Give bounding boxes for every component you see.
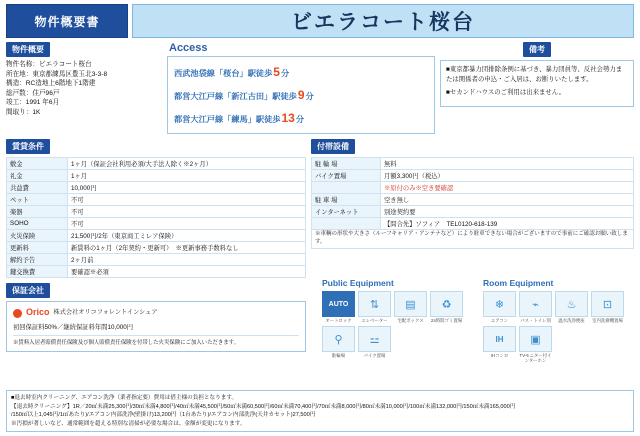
equipment-label: 駐輪場	[331, 353, 346, 359]
equipment-item	[430, 291, 463, 323]
terms-value: 1ヶ月	[68, 170, 306, 182]
terms-value: 2ヶ月前	[68, 254, 306, 266]
equipment-item	[519, 291, 552, 323]
table-row	[7, 242, 306, 254]
divider	[13, 335, 299, 336]
trash-room-icon: ♻	[430, 291, 463, 317]
equipment-label: エアコン	[490, 318, 509, 323]
overview-section-label: 物件概要	[6, 42, 50, 57]
overview-item: 所在地：東京都練馬区豊玉北3‐3‐8	[6, 70, 108, 78]
equipment-columns	[322, 278, 634, 363]
table-row	[7, 170, 306, 182]
equipment-item	[591, 291, 624, 323]
air-conditioner-icon: ❄	[483, 291, 516, 317]
bicycle-parking-icon: ⚲	[322, 326, 355, 352]
terms-value: 10,000円	[68, 182, 306, 194]
indoor-laundry-icon: ⊡	[591, 291, 624, 317]
facilities-section	[311, 139, 634, 278]
bottom-note-line: 【退去時クリーニング】1R／20㎡未満25,300円/30㎡未満4,800円/40㎡未満45,500円/50㎡未満60,500円/60㎡未満70,400円/70㎡未満8,000円/80㎡未満10,000円/100㎡未満132,000円/150㎡未満165,000円	[11, 403, 516, 410]
equipment-item	[358, 291, 391, 323]
table-row	[7, 206, 306, 218]
access-line-text: 西武池袋線「桜台」駅徒歩	[174, 69, 273, 78]
access-line-text: 都営大江戸線「練馬」駅徒歩	[174, 114, 281, 124]
facility-key: インターネット	[312, 206, 381, 218]
overview-item: 総戸数：住戸96戸	[6, 89, 60, 97]
equipment-label: 宅配ボックス	[397, 318, 424, 323]
terms-section	[6, 139, 306, 278]
terms-key: ペット	[7, 194, 68, 206]
facility-key: 駐 輪 場	[312, 158, 381, 170]
table-row	[7, 266, 306, 278]
terms-key: 更新料	[7, 242, 68, 254]
equipment-item	[394, 291, 427, 323]
access-line	[174, 84, 428, 107]
equipment-item	[322, 326, 355, 358]
equipment-item	[322, 291, 355, 323]
facility-value: ※原付のみ※空き要確認	[381, 182, 634, 194]
terms-value: 1ヶ月（保証会社利用必須/大手法人除く※2ヶ月）	[68, 158, 306, 170]
access-line	[174, 107, 428, 130]
guarantee-detail: 初回保証料50%／継続保証料年間10,000円	[13, 323, 134, 331]
equipment-item	[483, 326, 516, 363]
elevator-icon: ⇅	[358, 291, 391, 317]
access-line-unit: 分	[280, 69, 290, 78]
document-header	[6, 4, 634, 38]
access-line-minutes: 9	[297, 87, 305, 102]
table-row	[7, 182, 306, 194]
remarks-section-label: 備考	[523, 42, 551, 57]
terms-value: 要確認※必須	[68, 266, 306, 278]
bottom-note-line: /150㎡以上1,045円/1㎡あたり)/エアコン内部洗浄(壁掛け)13,200円（1台あたり)/エアコン内部洗浄(天井カセット)27,500円	[11, 412, 316, 419]
table-row	[312, 158, 634, 170]
document-title: 物件概要書	[6, 4, 128, 38]
equipment-label: バイク置場	[363, 353, 386, 359]
room-equipment-block	[483, 278, 634, 363]
table-row	[312, 170, 634, 182]
facilities-section-label: 付帯設備	[311, 139, 355, 154]
facility-key: バイク置場	[312, 170, 381, 182]
bath-toilet-separate-icon: ⌁	[519, 291, 552, 317]
guarantee-brand-row	[13, 306, 299, 320]
terms-table	[6, 157, 306, 278]
facility-value: 【問合先】ソフィア TEL0120‐618‐139	[381, 218, 634, 230]
equipment-label: IHコンロ	[490, 353, 509, 359]
access-line-minutes: 5	[273, 65, 280, 79]
overview-section	[6, 42, 162, 134]
terms-value: 不可	[68, 218, 306, 230]
terms-key: 敷金	[7, 158, 68, 170]
terms-value: 不可	[68, 206, 306, 218]
terms-key: 鍵交換費	[7, 266, 68, 278]
access-box	[167, 56, 435, 134]
guarantee-section-label: 保証会社	[6, 283, 50, 298]
facility-key	[312, 182, 381, 194]
access-line-text: 都営大江戸線「新江古田」駅徒歩	[174, 91, 297, 101]
ih-stove-icon: IH	[483, 326, 516, 352]
access-section	[167, 42, 435, 134]
terms-value: 不可	[68, 194, 306, 206]
terms-key: 共益費	[7, 182, 68, 194]
equipment-label: オートロック	[325, 318, 352, 323]
public-equipment-title: Public Equipment	[322, 278, 394, 288]
public-equipment-grid	[322, 291, 473, 358]
equipment-item	[519, 326, 552, 363]
equipment-item	[358, 326, 391, 358]
equipment-label: エレベーター	[361, 318, 388, 323]
overview-item: 物件名称：ビエラコート桜台	[6, 61, 92, 68]
guarantee-section	[6, 283, 306, 352]
guarantee-company: 株式会社オリコフォレントインシュア	[53, 309, 158, 317]
terms-value: 新賃料の1ヶ月（2年契約・更新可） ※更新事務手数料なし	[68, 242, 306, 254]
property-title: ビエラコート桜台	[132, 4, 634, 38]
access-line	[174, 61, 428, 84]
public-equipment-block	[322, 278, 473, 363]
washlet-icon: ♨	[555, 291, 588, 317]
equipment-item	[555, 291, 588, 323]
table-row	[7, 254, 306, 266]
top-row	[6, 42, 634, 134]
facility-value: 別途契約要	[381, 206, 634, 218]
table-row	[312, 206, 634, 218]
auto-lock-icon: AUTO	[322, 291, 355, 317]
facilities-table	[311, 157, 634, 248]
terms-key: 礼金	[7, 170, 68, 182]
facility-key: 駐 車 場	[312, 194, 381, 206]
overview-item: 構造：RC造地上6階地下1階建	[6, 80, 96, 88]
table-row	[312, 218, 634, 230]
overview-list	[6, 60, 162, 117]
terms-key: SOHO	[7, 218, 68, 230]
terms-key: 楽器	[7, 206, 68, 218]
equipment-label: 24時間ゴミ置場	[430, 318, 463, 323]
equipment-label: 室内洗濯機置場	[592, 318, 623, 323]
table-row	[312, 182, 634, 194]
remarks-paragraph: ■セカンドハウスのご利用は出来ません。	[446, 89, 565, 97]
table-row	[312, 230, 634, 248]
terms-key: 火災保険	[7, 230, 68, 242]
facility-key	[312, 218, 381, 230]
table-row	[7, 230, 306, 242]
remarks-box	[440, 60, 634, 107]
access-title: Access	[169, 42, 208, 54]
bike-parking-icon: ⚍	[358, 326, 391, 352]
equipment-item	[483, 291, 516, 323]
access-line-unit: 分	[305, 91, 314, 101]
terms-section-label: 賃貸条件	[6, 139, 50, 154]
access-line-minutes: 13	[281, 110, 295, 125]
table-row	[312, 194, 634, 206]
table-row	[7, 218, 306, 230]
equipment-section	[322, 278, 634, 363]
overview-item: 竣工：1991 年6月	[6, 99, 60, 107]
delivery-box-icon: ▤	[394, 291, 427, 317]
table-row	[7, 158, 306, 170]
bottom-note-line: ■退去時室内クリーニング、エアコン洗浄（業者指定要）費用は借主様の負担となります。	[11, 395, 238, 402]
middle-row	[6, 139, 634, 278]
facility-value: 無料	[381, 158, 634, 170]
equipment-label: バス・トイレ別	[520, 318, 551, 323]
facility-value: 空き無し	[381, 194, 634, 206]
facility-value: 月額3,300円（税込）	[381, 170, 634, 182]
room-equipment-title: Room Equipment	[483, 278, 554, 288]
room-equipment-grid	[483, 291, 634, 363]
guarantee-note: ※賃料入居者賠償責任保険及び個人賠償責任保険を付帯した火災保険にご加入いただきます。	[13, 340, 239, 347]
remarks-section	[440, 42, 634, 134]
terms-key: 解約予告	[7, 254, 68, 266]
table-row	[7, 194, 306, 206]
overview-item: 間取り：1K	[6, 108, 41, 116]
guarantee-box	[6, 301, 306, 352]
remarks-paragraph: ■東京都暴力団排除条例に基づき、暴力団員等、反社会勢力または関係者の申込・ご入居は、お断りいたします。	[446, 66, 623, 83]
orico-logo-icon	[13, 309, 22, 318]
access-line-unit: 分	[295, 114, 305, 124]
guarantee-brand: Orico	[26, 307, 50, 318]
bottom-note	[6, 390, 634, 432]
facilities-note: ※車輌の形状や大きさ（ルーフキャリア・アンテナなど）により駐車できない場合がございますので事前にご確認お願い致します。	[312, 230, 634, 248]
equipment-label: 温水洗浄便座	[558, 318, 585, 323]
terms-value: 21,500円/2年（東京商工ミレア保険）	[68, 230, 306, 242]
bottom-note-line: ※汚損が著しいなど、通常範囲を超える特別な清掃が必要な場合は、金額が変更になります。	[11, 420, 246, 427]
monitor-intercom-icon: ▣	[519, 326, 552, 352]
equipment-label: TVモニター付インターホン	[519, 353, 552, 364]
